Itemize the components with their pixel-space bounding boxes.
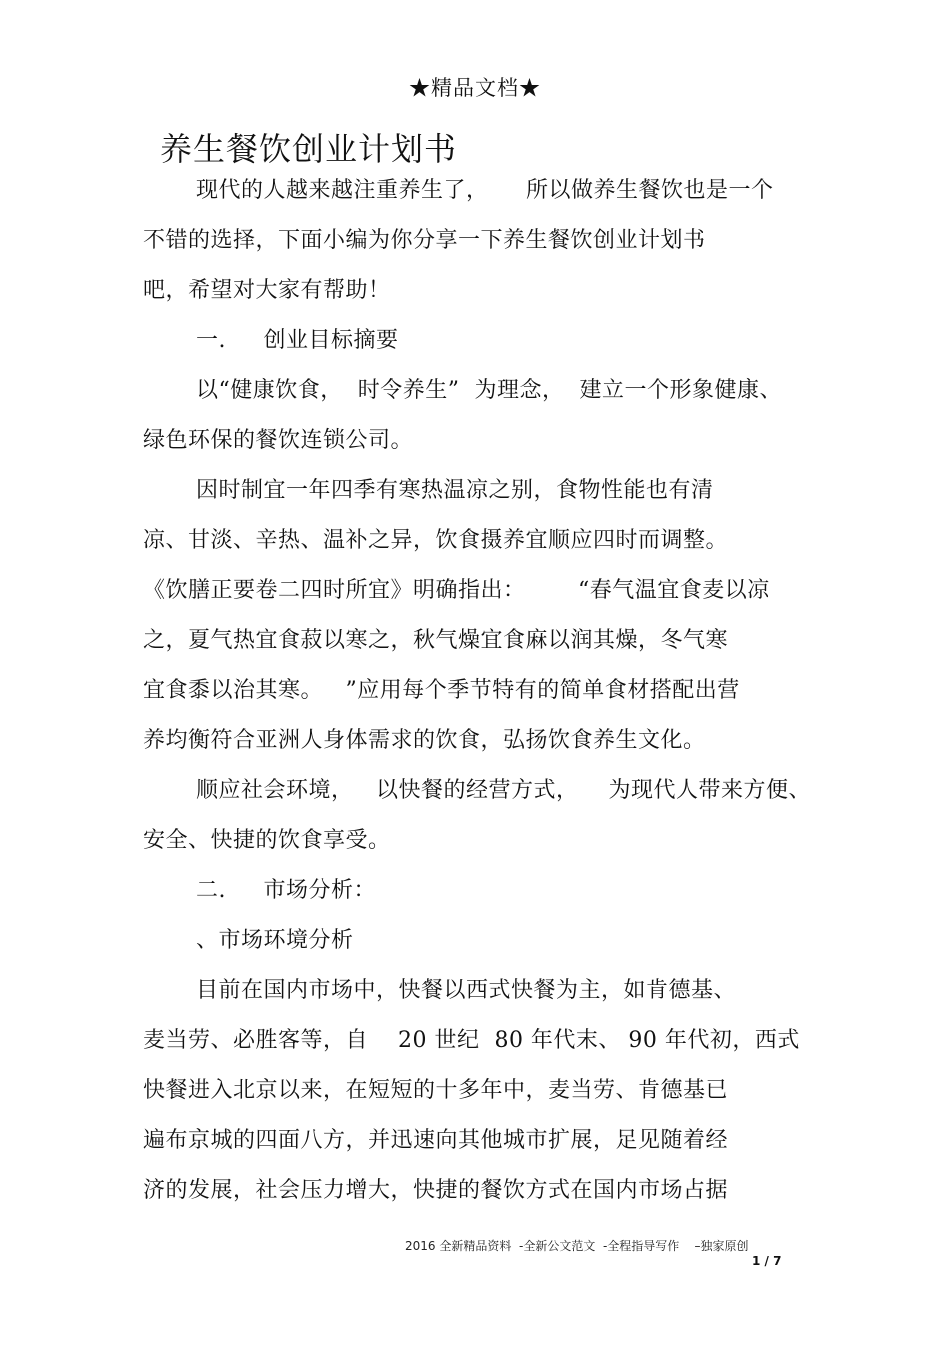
- body-line: 因时制宜一年四季有寒热温凉之别，食物性能也有清: [196, 478, 714, 503]
- body-line: 吧，希望对大家有帮助！: [143, 278, 391, 303]
- body-line: 现代的人越来越注重养生了， 所以做养生餐饮也是一个: [196, 178, 774, 203]
- body-line: 遍布京城的四面八方，并迅速向其他城市扩展，足见随着经: [143, 1128, 729, 1153]
- body-line: 安全、快捷的饮食享受。: [143, 828, 391, 853]
- body-line: 不错的选择，下面小编为你分享一下养生餐饮创业计划书: [143, 228, 706, 253]
- body-line: 快餐进入北京以来，在短短的十多年中，麦当劳、肯德基已: [143, 1078, 729, 1103]
- body-line: 济的发展，社会压力增大，快捷的餐饮方式在国内市场占据: [143, 1178, 729, 1203]
- document-title: 养生餐饮创业计划书: [160, 130, 458, 168]
- body-line: 养均衡符合亚洲人身体需求的饮食，弘扬饮食养生文化。: [143, 728, 706, 753]
- body-line: 凉、甘淡、辛热、温补之异，饮食摄养宜顺应四时而调整。: [143, 528, 729, 553]
- body-line: 顺应社会环境， 以快餐的经营方式， 为现代人带来方便、: [196, 778, 811, 803]
- body-line: 目前在国内市场中，快餐以西式快餐为主，如肯德基、: [196, 978, 737, 1003]
- body-line: 麦当劳、必胜客等，自 20 世纪 80 年代末、 90 年代初，西式: [143, 1028, 800, 1053]
- page-number: 1 / 7: [752, 1254, 782, 1268]
- body-line: 宜食黍以治其寒。 ”应用每个季节特有的简单食材搭配出营: [143, 678, 740, 703]
- section-heading: 二. 市场分析：: [196, 878, 376, 903]
- body-line: 以“健康饮食， 时令养生” 为理念， 建立一个形象健康、: [196, 378, 782, 403]
- section-heading: 一. 创业目标摘要: [196, 328, 399, 353]
- body-line: 绿色环保的餐饮连锁公司。: [143, 428, 414, 453]
- page-header-banner: ★精品文档★: [409, 76, 541, 100]
- footer-text: 2016 全新精品资料 -全新公文范文 -全程指导写作 –独家原创: [405, 1239, 749, 1253]
- subsection-heading: 、市场环境分析: [196, 928, 354, 953]
- body-line: 《饮膳正要卷二四时所宜》明确指出： “春气温宜食麦以凉: [143, 578, 770, 603]
- body-line: 之，夏气热宜食菽以寒之，秋气燥宜食麻以润其燥，冬气寒: [143, 628, 729, 653]
